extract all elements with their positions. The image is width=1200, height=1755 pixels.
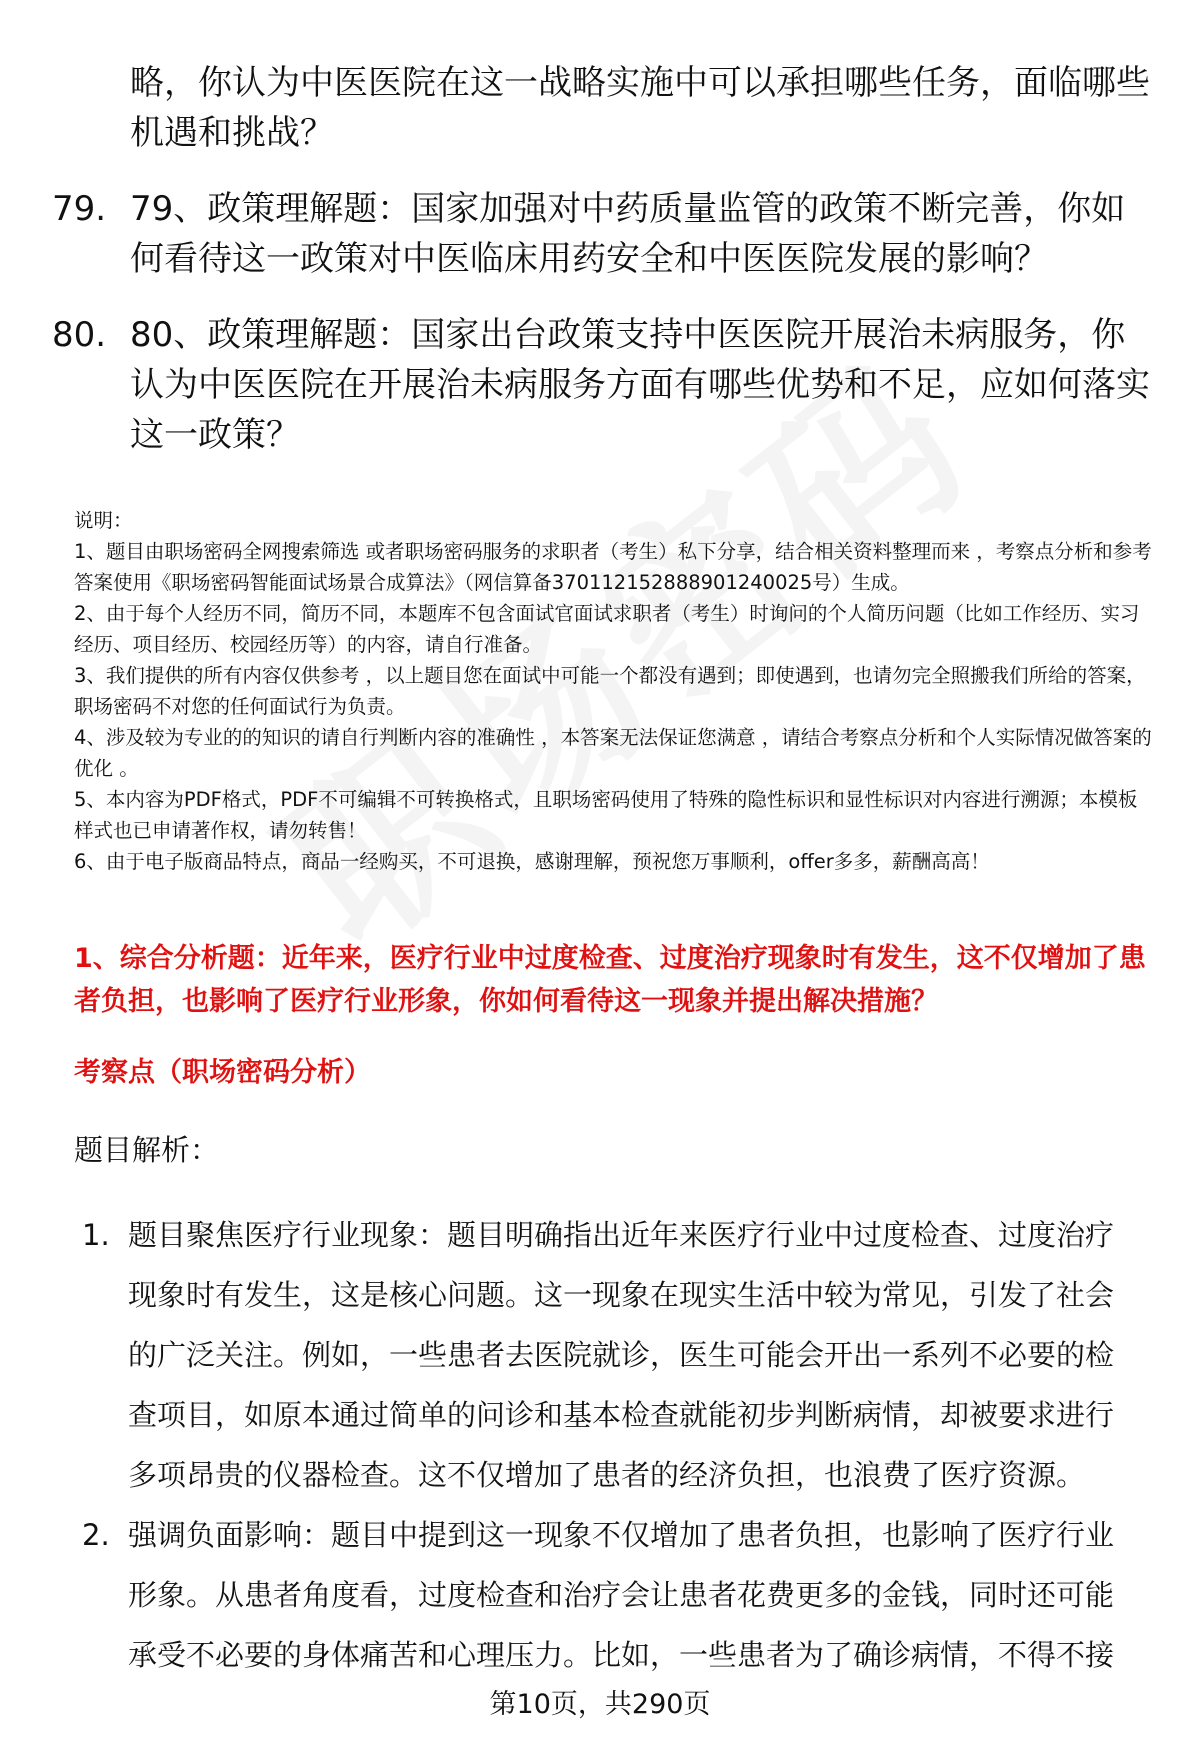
analysis-item [82, 1205, 1142, 1505]
note-item: 3、我们提供的所有内容仅供参考 ，以上题目您在面试中可能一个都没有遇到；即使遇到，也请勿完全照搬我们所给的答案，职场密码不对您的任何面试行为负责。 [74, 664, 1146, 718]
notes-section [74, 505, 1154, 877]
question-item-79 [52, 184, 1152, 284]
question-item-80 [52, 310, 1152, 460]
note-item: 6、由于电子版商品特点，商品一经购买，不可退换，感谢理解，预祝您万事顺利，offer多多，薪酬高高！ [74, 850, 990, 873]
section-heading: 考察点（职场密码分析） [74, 1057, 371, 1088]
question-number [52, 58, 130, 158]
analysis-text: 题目聚焦医疗行业现象：题目明确指出近年来医疗行业中过度检查、过度治疗现象时有发生，这是核心问题。这一现象在现实生活中较为常见，引发了社会的广泛关注。例如，一些患者去医院就诊，医生可能会开出一系列不必要的检查项目，如原本通过简单的问诊和基本检查就能初步判断病情，却被要求进行多项昂贵的仪器检查。这不仅增加了患者的经济负担，也浪费了医疗资源。 [128, 1218, 1115, 1492]
analysis-list [82, 1205, 1142, 1685]
question-title: 1、综合分析题：近年来，医疗行业中过度检查、过度治疗现象时有发生，这不仅增加了患者负担，也影响了医疗行业形象，你如何看待这一现象并提出解决措施？ [74, 943, 1146, 1017]
question-number: 80. [52, 315, 107, 355]
question-text: 80、政策理解题：国家出台政策支持中医医院开展治未病服务，你认为中医医院在开展治未病服务方面有哪些优势和不足，应如何落实这一政策？ [130, 315, 1150, 455]
analysis-number: 2. [82, 1518, 110, 1552]
question-text: 略，你认为中医医院在这一战略实施中可以承担哪些任务，面临哪些机遇和挑战？ [130, 63, 1150, 153]
question-number: 79. [52, 189, 107, 229]
note-item: 4、涉及较为专业的的知识的请自行判断内容的准确性 ，本答案无法保证您满意 ，请结合考察点分析和个人实际情况做答案的优化 。 [74, 726, 1152, 780]
notes-title: 说明： [74, 509, 133, 532]
analysis-text: 强调负面影响：题目中提到这一现象不仅增加了患者负担，也影响了医疗行业形象。从患者角度看，过度检查和治疗会让患者花费更多的金钱，同时还可能承受不必要的身体痛苦和心理压力。比如，一些患者为了确诊病情，不得不接 [128, 1518, 1115, 1672]
question-text: 79、政策理解题：国家加强对中药质量监管的政策不断完善，你如何看待这一政策对中医临床用药安全和中医医院发展的影响？ [130, 189, 1126, 279]
analysis-number: 1. [82, 1218, 110, 1252]
analysis-item [82, 1505, 1142, 1685]
question-list [52, 58, 1152, 486]
note-item: 5、本内容为PDF格式，PDF不可编辑不可转换格式，且职场密码使用了特殊的隐性标识和显性标识对内容进行溯源；本模板样式也已申请著作权，请勿转售！ [74, 788, 1138, 842]
question-item-cont [52, 58, 1152, 158]
analysis-label: 题目解析： [74, 1133, 220, 1167]
note-item: 2、由于每个人经历不同，简历不同，本题库不包含面试官面试求职者（考生）时询问的个人简历问题（比如工作经历、实习经历、项目经历、校园经历等）的内容，请自行准备。 [74, 602, 1140, 656]
note-item: 1、题目由职场密码全网搜索筛选 或者职场密码服务的求职者（考生）私下分享，结合相关资料整理而来 ，考察点分析和参考答案使用《职场密码智能面试场景合成算法》（网信算备370112152888901240025号）生成。 [74, 540, 1152, 594]
page-footer: 第10页，共290页 [489, 1689, 711, 1720]
